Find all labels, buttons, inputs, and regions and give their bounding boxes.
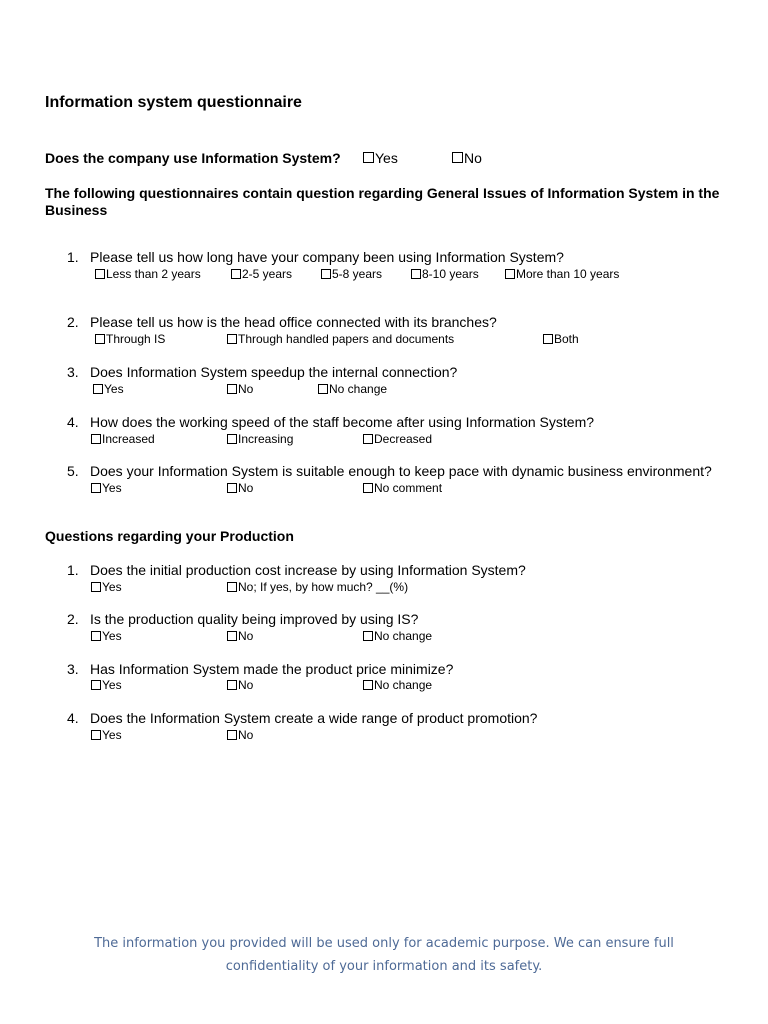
option[interactable] bbox=[363, 481, 442, 495]
option-label: No bbox=[238, 629, 254, 643]
checkbox[interactable] bbox=[95, 334, 105, 344]
option[interactable] bbox=[227, 432, 293, 446]
option[interactable] bbox=[91, 432, 155, 446]
option[interactable] bbox=[231, 267, 292, 281]
checkbox[interactable] bbox=[318, 384, 328, 394]
option[interactable] bbox=[227, 332, 454, 346]
option[interactable] bbox=[363, 629, 432, 643]
question-number: 2. bbox=[67, 314, 79, 330]
question-text: Is the production quality being improved by using IS? bbox=[90, 611, 419, 627]
production-question-2 bbox=[67, 611, 418, 627]
checkbox[interactable] bbox=[95, 269, 105, 279]
question-3 bbox=[67, 364, 457, 380]
option[interactable] bbox=[505, 267, 619, 281]
main-question-text: Does the company use Information System? bbox=[45, 150, 341, 166]
section1-heading: The following questionnaires contain question regarding General Issues of Information System in the Business bbox=[45, 185, 720, 218]
checkbox[interactable] bbox=[363, 434, 373, 444]
option[interactable] bbox=[543, 332, 579, 346]
question-number: 1. bbox=[67, 249, 79, 265]
question-text: Please tell us how is the head office connected with its branches? bbox=[90, 314, 497, 330]
option-label: Increased bbox=[102, 432, 155, 446]
option[interactable] bbox=[91, 580, 122, 594]
option[interactable] bbox=[91, 629, 122, 643]
option-label: No change bbox=[374, 678, 433, 692]
checkbox[interactable] bbox=[231, 269, 241, 279]
checkbox[interactable] bbox=[227, 384, 237, 394]
section2-heading: Questions regarding your Production bbox=[45, 528, 294, 544]
option[interactable] bbox=[227, 580, 408, 594]
option-label: No bbox=[464, 150, 482, 166]
question-text: Does your Information System is suitable enough to keep pace with dynamic business environment? bbox=[90, 463, 712, 479]
option[interactable] bbox=[227, 629, 253, 643]
option-label: Increasing bbox=[238, 432, 294, 446]
checkbox[interactable] bbox=[91, 582, 101, 592]
option[interactable] bbox=[227, 481, 253, 495]
page-title: Information system questionnaire bbox=[45, 94, 302, 111]
checkbox[interactable] bbox=[363, 680, 373, 690]
option[interactable] bbox=[227, 728, 253, 742]
option-label: More than 10 years bbox=[516, 267, 620, 281]
option[interactable] bbox=[91, 728, 122, 742]
option-label: Yes bbox=[102, 580, 122, 594]
option[interactable] bbox=[91, 678, 122, 692]
checkbox[interactable] bbox=[227, 483, 237, 493]
option-label: No bbox=[238, 728, 254, 742]
question-text: Does the Information System create a wide range of product promotion? bbox=[90, 710, 538, 726]
main-question-yes-option[interactable] bbox=[363, 150, 398, 166]
question-5 bbox=[67, 463, 712, 479]
question-text: Has Information System made the product price minimize? bbox=[90, 661, 454, 677]
checkbox[interactable] bbox=[505, 269, 515, 279]
option-label: Through IS bbox=[106, 332, 166, 346]
production-question-3 bbox=[67, 661, 453, 677]
question-number: 4. bbox=[67, 414, 79, 430]
checkbox[interactable] bbox=[363, 152, 374, 163]
question-text: Does Information System speedup the internal connection? bbox=[90, 364, 458, 380]
checkbox[interactable] bbox=[91, 680, 101, 690]
question-text: Please tell us how long have your company been using Information System? bbox=[90, 249, 564, 265]
checkbox[interactable] bbox=[91, 483, 101, 493]
option-label: Both bbox=[554, 332, 579, 346]
question-text: Does the initial production cost increase by using Information System? bbox=[90, 562, 526, 578]
option-label: Less than 2 years bbox=[106, 267, 201, 281]
question-number: 1. bbox=[67, 562, 79, 578]
option[interactable] bbox=[95, 267, 201, 281]
option-label: No bbox=[238, 481, 254, 495]
option[interactable] bbox=[227, 678, 253, 692]
option[interactable] bbox=[363, 678, 432, 692]
option[interactable] bbox=[411, 267, 479, 281]
question-number: 5. bbox=[67, 463, 79, 479]
checkbox[interactable] bbox=[91, 631, 101, 641]
option-label: No bbox=[238, 382, 254, 396]
option-label: Yes bbox=[102, 481, 122, 495]
question-1 bbox=[67, 249, 564, 265]
checkbox[interactable] bbox=[227, 334, 237, 344]
checkbox[interactable] bbox=[363, 483, 373, 493]
option-label: Yes bbox=[102, 678, 122, 692]
option-label: Decreased bbox=[374, 432, 433, 446]
checkbox[interactable] bbox=[452, 152, 463, 163]
checkbox[interactable] bbox=[543, 334, 553, 344]
question-text: How does the working speed of the staff become after using Information System? bbox=[90, 414, 595, 430]
option[interactable] bbox=[93, 382, 124, 396]
question-4 bbox=[67, 414, 594, 430]
option[interactable] bbox=[363, 432, 432, 446]
option-label: No change bbox=[374, 629, 433, 643]
checkbox[interactable] bbox=[321, 269, 331, 279]
option-label: 8-10 years bbox=[422, 267, 479, 281]
production-question-4 bbox=[67, 710, 537, 726]
option-label: Yes bbox=[104, 382, 124, 396]
question-2 bbox=[67, 314, 497, 330]
checkbox[interactable] bbox=[227, 730, 237, 740]
option[interactable] bbox=[95, 332, 165, 346]
option-label: Yes bbox=[102, 629, 122, 643]
checkbox[interactable] bbox=[227, 582, 237, 592]
checkbox[interactable] bbox=[227, 631, 237, 641]
checkbox[interactable] bbox=[93, 384, 103, 394]
option[interactable] bbox=[318, 382, 387, 396]
option-label: No bbox=[238, 678, 254, 692]
option[interactable] bbox=[91, 481, 122, 495]
question-number: 2. bbox=[67, 611, 79, 627]
checkbox[interactable] bbox=[363, 631, 373, 641]
main-question-no-option[interactable] bbox=[452, 150, 482, 166]
option-label: No change bbox=[329, 382, 388, 396]
option-label: 2-5 years bbox=[242, 267, 293, 281]
checkbox[interactable] bbox=[227, 434, 237, 444]
option-label: Yes bbox=[375, 150, 398, 166]
checkbox[interactable] bbox=[227, 680, 237, 690]
checkbox[interactable] bbox=[91, 434, 101, 444]
option-label: No comment bbox=[374, 481, 443, 495]
confidentiality-note: The information you provided will be used only for academic purpose. We can ensure full confidentiality of your information and its safety. bbox=[94, 936, 674, 974]
question-number: 4. bbox=[67, 710, 79, 726]
option-label: 5-8 years bbox=[332, 267, 383, 281]
checkbox[interactable] bbox=[411, 269, 421, 279]
checkbox[interactable] bbox=[91, 730, 101, 740]
question-number: 3. bbox=[67, 364, 79, 380]
question-number: 3. bbox=[67, 661, 79, 677]
option[interactable] bbox=[227, 382, 253, 396]
option-label: No; If yes, by how much? __(%) bbox=[238, 580, 409, 594]
production-question-1 bbox=[67, 562, 526, 578]
option-label: Through handled papers and documents bbox=[238, 332, 455, 346]
option-label: Yes bbox=[102, 728, 122, 742]
option[interactable] bbox=[321, 267, 382, 281]
